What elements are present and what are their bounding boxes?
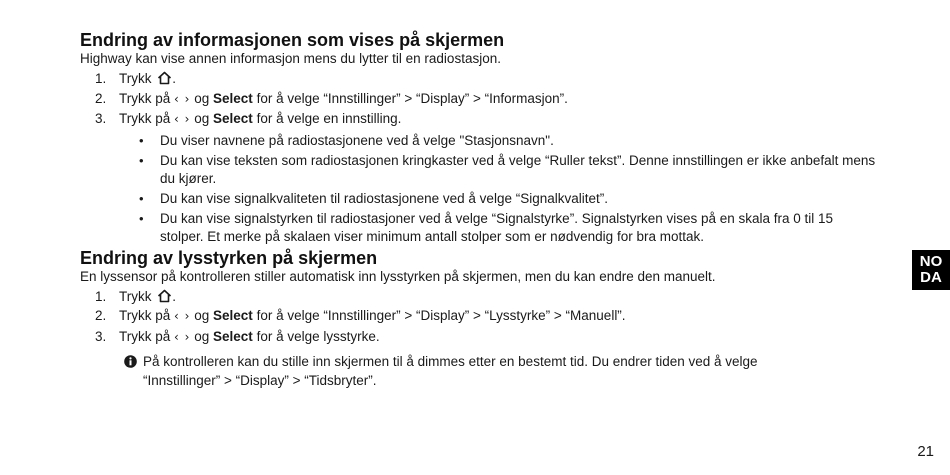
select-keyword: Select: [213, 328, 253, 344]
step-item: [80, 327, 880, 348]
step-item: [80, 89, 880, 110]
step-text: Trykk: [119, 71, 152, 86]
step-item: [80, 306, 880, 327]
home-icon: [157, 71, 172, 85]
step-text: Trykk: [119, 288, 152, 304]
home-icon: [157, 289, 172, 303]
step-text-mid: og: [194, 328, 210, 344]
section-intro-display-info: Highway kan vise annen informasjon mens du lytter til en radiostasjon.: [80, 51, 501, 66]
info-icon: [124, 355, 137, 368]
section-title-display-info: Endring av informasjonen som vises på skjermen: [80, 30, 505, 50]
bullet-item: • Du kan vise signalkvaliteten til radiostasjonene ved å velge “Signalkvalitet”.: [80, 190, 880, 208]
step-text-end: .: [172, 71, 177, 86]
step-item: [80, 109, 880, 130]
steps-list-display-info: [80, 69, 880, 130]
step-item: [80, 287, 880, 307]
section-title-brightness: Endring av lysstyrken på skjermen: [80, 247, 378, 268]
step-text: Trykk på: [119, 308, 171, 323]
left-right-arrows-icon: ‹ ›: [174, 329, 191, 344]
page-number: 21: [917, 443, 934, 460]
step-item: [80, 69, 880, 89]
bullet-item: • Du viser navnene på radiostasjonene ved å velge "Stasjonsnavn".: [80, 132, 880, 150]
info-note-text: På kontrolleren kan du stille inn skjermen til å dimmes etter en bestemt tid. Du endrer tiden ved å velge “Innstillinger” > “Display” > “Tidsbryter”.: [143, 354, 758, 388]
language-tab-da: DA: [920, 269, 942, 286]
step-text: Trykk på: [119, 90, 171, 106]
info-note: [80, 352, 833, 390]
step-number: 2.: [95, 90, 107, 106]
step-text-end: .: [172, 288, 177, 304]
select-keyword: Select: [213, 111, 253, 126]
left-right-arrows-icon: ‹ ›: [174, 309, 191, 323]
language-tab-no: NO: [919, 253, 943, 270]
step-number: 2.: [95, 308, 107, 323]
left-right-arrows-icon: ‹ ›: [174, 91, 191, 106]
step-number: 1.: [95, 288, 107, 304]
select-keyword: Select: [213, 308, 253, 323]
options-bullet-list: [80, 132, 880, 246]
step-text: Trykk på: [119, 111, 171, 126]
left-right-arrows-icon: ‹ ›: [174, 112, 191, 126]
step-text-mid: og: [194, 308, 210, 323]
manual-page-content: [80, 30, 880, 390]
step-text-end: for å velge “Innstillinger” > “Display” > “Informasjon”.: [256, 90, 568, 106]
step-text-end: for å velge lysstyrke.: [256, 328, 380, 344]
bullet-item: • Du kan vise signalstyrken til radiostasjoner ved å velge “Signalstyrke”. Signalstyrken vises på en skala fra 0 til 15 stolper. Et merke på skalaen viser minimum antall stolper som er nødvendig for bra mottak.: [80, 210, 880, 246]
select-keyword: Select: [213, 90, 253, 106]
step-text-mid: og: [194, 90, 210, 106]
step-number: 3.: [95, 328, 107, 344]
language-tab: [912, 250, 950, 290]
steps-list-brightness: [80, 287, 880, 348]
section-intro-brightness: En lyssensor på kontrolleren stiller automatisk inn lysstyrken på skjermen, men du kan endre den manuelt.: [80, 268, 716, 284]
step-text-end: for å velge en innstilling.: [256, 111, 402, 126]
step-text-mid: og: [194, 111, 210, 126]
bullet-item: • Du kan vise teksten som radiostasjonen kringkaster ved å velge “Ruller tekst”. Denne innstillingen er ikke anbefalt mens du kjører.: [80, 152, 880, 188]
step-text-end: for å velge “Innstillinger” > “Display” > “Lysstyrke” > “Manuell”.: [256, 308, 626, 323]
step-number: 1.: [95, 71, 107, 86]
step-text: Trykk på: [119, 328, 171, 344]
step-number: 3.: [95, 111, 107, 126]
